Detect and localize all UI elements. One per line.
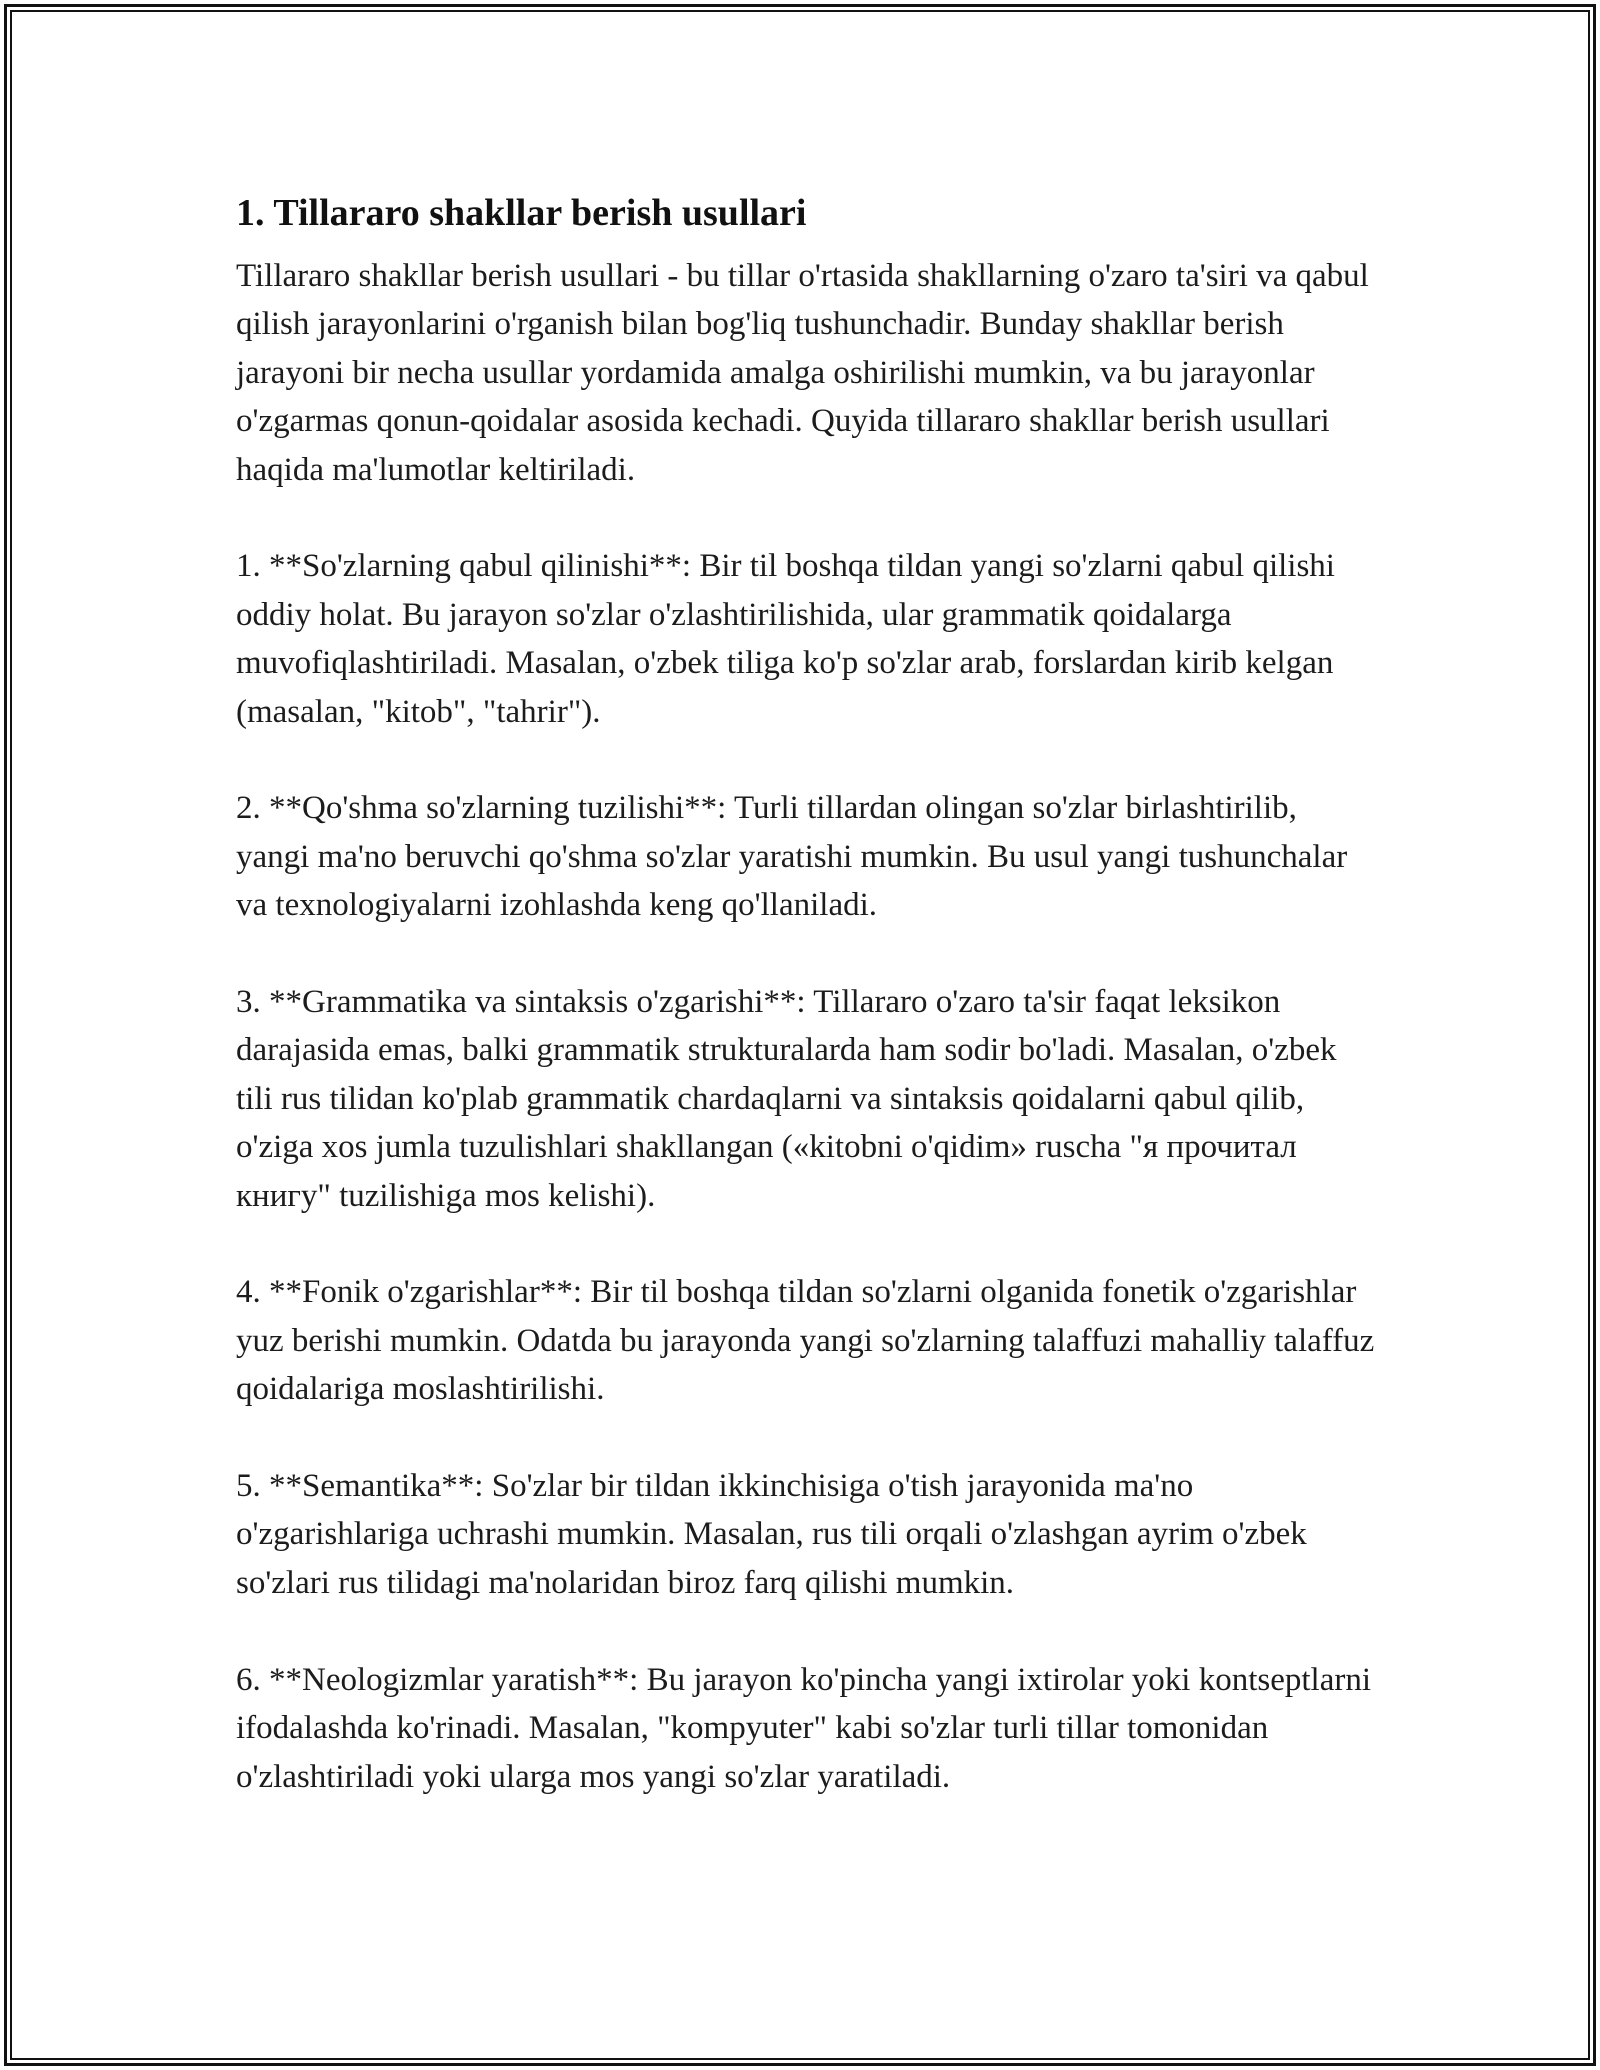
list-item-1-paragraph: 1. **So'zlarning qabul qilinishi**: Bir til boshqa tildan yangi so'zlarni qabul qilishi oddiy holat. Bu jarayon so'zlar o'zlashtirilishida, ular grammatik qoidalarga muvofiqlashtiriladi. Masalan, o'zbek tiliga ko'p so'zlar arab, forslardan kirib kelgan (masalan, "kitob", "tahrir").: [236, 548, 1335, 730]
list-item-3-paragraph: 3. **Grammatika va sintaksis o'zgarishi**: Tillararo o'zaro ta'sir faqat leksikon darajasida emas, balki grammatik strukturalarda ham sodir bo'ladi. Masalan, o'zbek tili rus tilidan ko'plab grammatik chardaqlarni va sintaksis qoidalarni qabul qilib, o'ziga xos jumla tuzulishlari shakllangan («kitobni o'qidim» ruscha "я прочитал книгу" tuzilishiga mos kelishi).: [236, 984, 1337, 1214]
list-item-5-paragraph: 5. **Semantika**: So'zlar bir tildan ikkinchisiga o'tish jarayonida ma'no o'zgarishlariga uchrashi mumkin. Masalan, rus tili orqali o'zlashgan ayrim o'zbek so'zlari rus tilidagi ma'nolaridan biroz farq qilishi mumkin.: [236, 1468, 1307, 1601]
intro-paragraph: Tillararo shakllar berish usullari - bu tillar o'rtasida shakllarning o'zaro ta'siri va qabul qilish jarayonlarini o'rganish bilan bog'liq tushunchadir. Bunday shakllar berish jarayoni bir necha usullar yordamida amalga oshirilishi mumkin, va bu jarayonlar o'zgarmas qonun-qoidalar asosida kechadi. Quyida tillararo shakllar berish usullari haqida ma'lumotlar keltiriladi.: [236, 258, 1369, 488]
document-body: [236, 186, 1376, 1801]
list-item-2-paragraph: 2. **Qo'shma so'zlarning tuzilishi**: Turli tillardan olingan so'zlar birlashtirilib, yangi ma'no beruvchi qo'shma so'zlar yaratishi mumkin. Bu usul yangi tushunchalar va texnologiyalarni izohlashda keng qo'llaniladi.: [236, 790, 1348, 924]
section-heading: 1. Tillararo shakllar berish usullari: [236, 192, 807, 234]
list-item-4-paragraph: 4. **Fonik o'zgarishlar**: Bir til boshqa tildan so'zlarni olganida fonetik o'zgarishlar yuz berishi mumkin. Odatda bu jarayonda yangi so'zlarning talaffuzi mahalliy talaffuz qoidalariga moslashtirilishi.: [236, 1274, 1375, 1408]
list-item-6-paragraph: 6. **Neologizmlar yaratish**: Bu jarayon ko'pincha yangi ixtirolar yoki kontseptlarni ifodalashda ko'rinadi. Masalan, "kompyuter" kabi so'zlar turli tillar tomonidan o'zlashtiriladi yoki ularga mos yangi so'zlar yaratiladi.: [236, 1661, 1372, 1795]
